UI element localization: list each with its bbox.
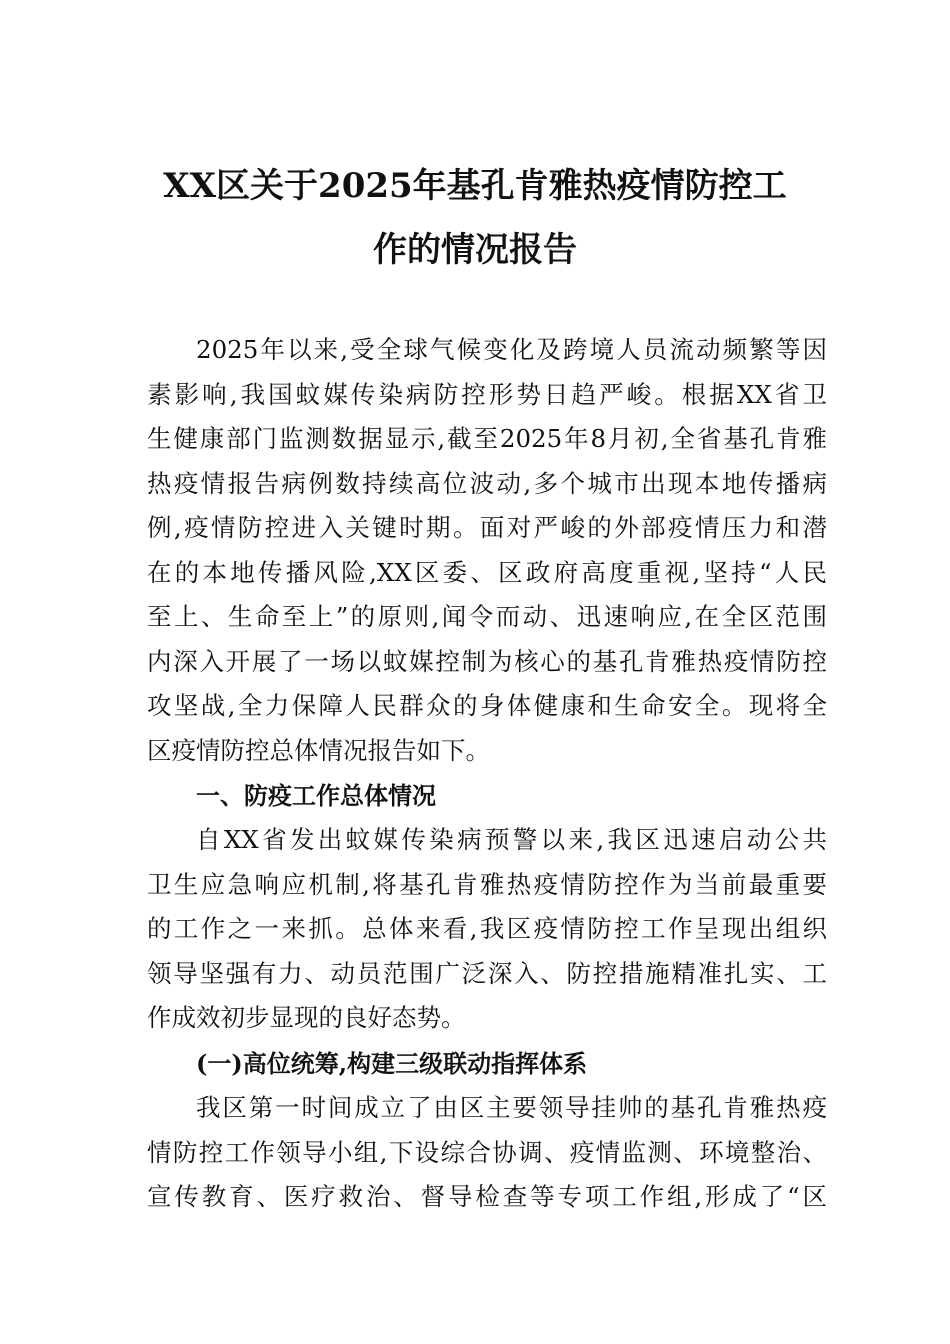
intro-paragraph-line: 区疫情防控总体情况报告如下。 bbox=[147, 736, 490, 765]
subsection-1-heading: (一)高位统筹,构建三级联动指挥体系 bbox=[196, 1049, 588, 1078]
intro-paragraph-line: 至上、生命至上”的原则,闻令而动、迅速响应,在全区范围 bbox=[147, 602, 827, 631]
intro-paragraph-line: 2025年以来,受全球气候变化及跨境人员流动频繁等因 bbox=[196, 335, 827, 364]
section-1-paragraph-line: 自XX省发出蚊媒传染病预警以来,我区迅速启动公共 bbox=[196, 825, 827, 854]
intro-paragraph-line: 内深入开展了一场以蚊媒控制为核心的基孔肯雅热疫情防控 bbox=[147, 647, 827, 676]
section-1-paragraph-line: 作成效初步显现的良好态势。 bbox=[147, 1003, 466, 1032]
intro-paragraph-line: 生健康部门监测数据显示,截至2025年8月初,全省基孔肯雅 bbox=[147, 424, 827, 453]
section-1-paragraph-line: 卫生应急响应机制,将基孔肯雅热疫情防控作为当前最重要 bbox=[147, 870, 827, 899]
document-title-line-2: 作的情况报告 bbox=[373, 230, 577, 270]
intro-paragraph-line: 素影响,我国蚊媒传染病防控形势日趋严峻。根据XX省卫 bbox=[147, 380, 827, 409]
section-1-paragraph-line: 的工作之一来抓。总体来看,我区疫情防控工作呈现出组织 bbox=[147, 914, 827, 943]
intro-paragraph-line: 热疫情报告病例数持续高位波动,多个城市出现本地传播病 bbox=[147, 469, 827, 498]
subsection-1-paragraph-line: 情防控工作领导小组,下设综合协调、疫情监测、环境整治、 bbox=[147, 1138, 827, 1167]
intro-paragraph-line: 攻坚战,全力保障人民群众的身体健康和生命安全。现将全 bbox=[147, 691, 827, 720]
subsection-1-paragraph-line: 宣传教育、医疗救治、督导检查等专项工作组,形成了“区 bbox=[147, 1182, 827, 1211]
section-1-paragraph-line: 领导坚强有力、动员范围广泛深入、防控措施精准扎实、工 bbox=[147, 959, 827, 988]
subsection-1-paragraph-line: 我区第一时间成立了由区主要领导挂帅的基孔肯雅热疫 bbox=[196, 1093, 827, 1122]
intro-paragraph-line: 例,疫情防控进入关键时期。面对严峻的外部疫情压力和潜 bbox=[147, 513, 827, 542]
section-1-heading: 一、防疫工作总体情况 bbox=[196, 782, 436, 810]
document-title-line-1: XX区关于2025年基孔肯雅热疫情防控工 bbox=[163, 166, 787, 206]
intro-paragraph-line: 在的本地传播风险,XX区委、区政府高度重视,坚持“人民 bbox=[147, 558, 827, 587]
